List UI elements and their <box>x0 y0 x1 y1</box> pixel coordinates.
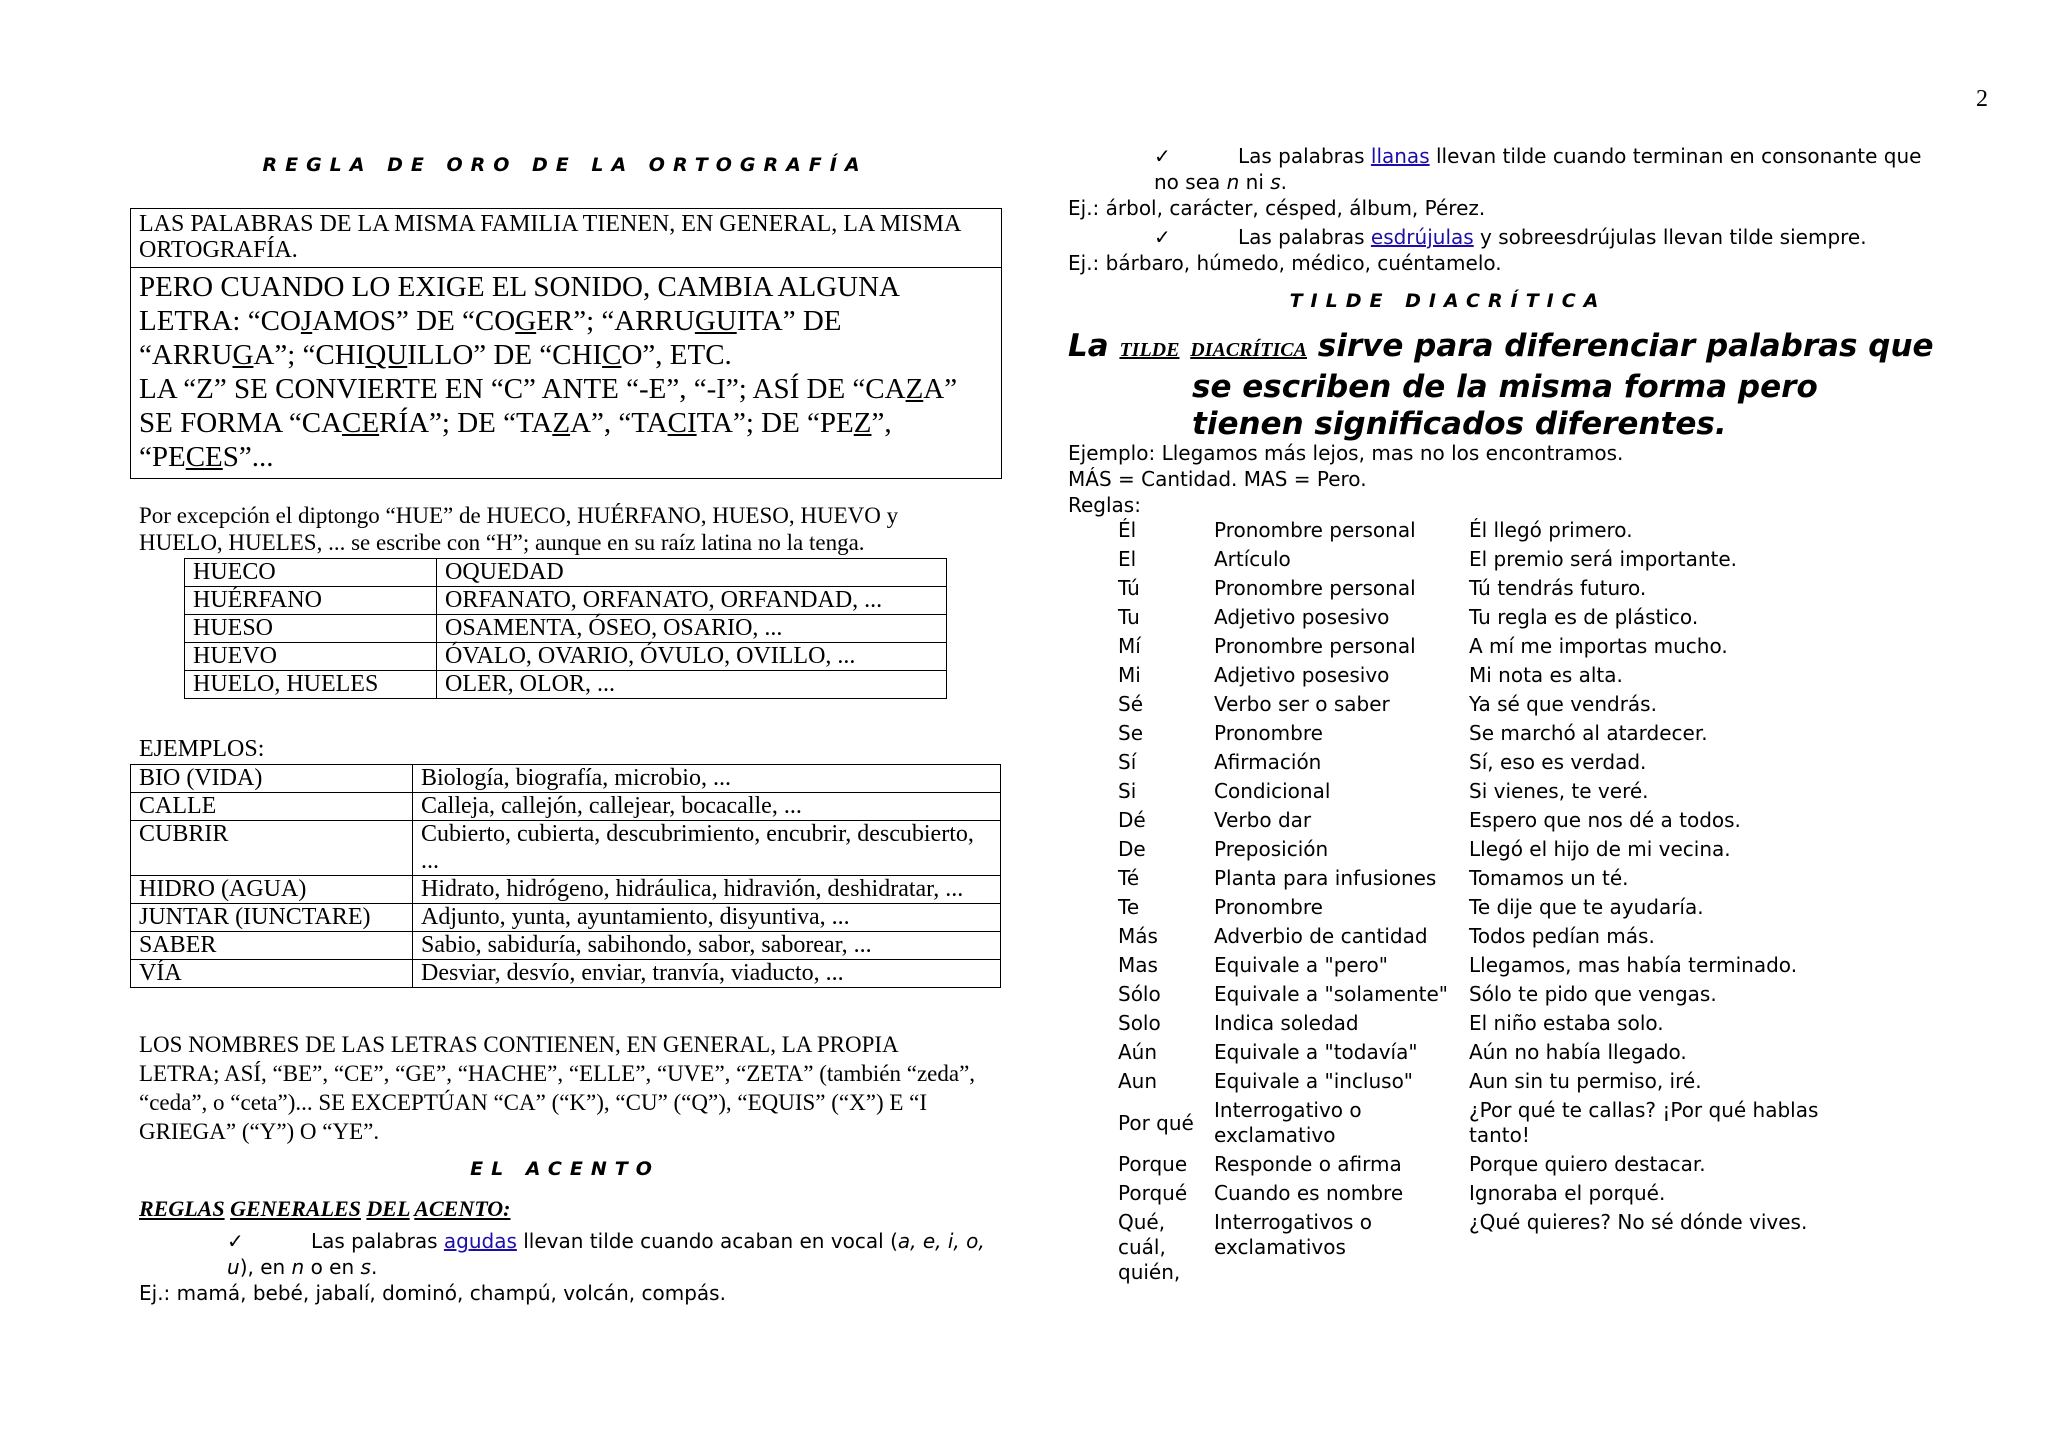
hue-row-cell: ORFANATO, ORFANATO, ORFANDAD, ... <box>437 587 947 615</box>
tilde-rule-row-cell: ¿Por qué te callas? ¡Por qué hablas tanto! <box>1469 1098 1819 1147</box>
tilde-rule-row-cell: Ignoraba el porqué. <box>1469 1181 1666 1205</box>
tilde-rule-row <box>1118 661 1829 690</box>
tilde-rule-row-cell: Si <box>1118 779 1137 803</box>
tilde-rule-row <box>1118 1096 1829 1150</box>
hue-row-cell: HUESO <box>185 615 437 643</box>
tilde-rule-row-cell: El <box>1118 547 1137 571</box>
ejemplo-row-cell: Desviar, desvío, enviar, tranvía, viaducto, ... <box>413 960 1001 988</box>
tilde-rule-row-cell: Verbo dar <box>1214 808 1312 832</box>
tilde-rule-row <box>1118 545 1829 574</box>
tilde-rule-row-cell: Se marchó al atardecer. <box>1469 721 1708 745</box>
heading-tilde-diacritica: TILDE DIACRÍTICA <box>1289 290 1607 312</box>
hue-row <box>185 559 947 587</box>
rule-box-line3: LA “Z” SE CONVIERTE EN “C” ANTE “-E”, “-I”; ASÍ DE “CAZA” SE FORMA “CACERÍA”; DE “TAZA”, “TACITA”; DE “PEZ”, “PECES”... <box>139 373 958 473</box>
tilde-rule-row-cell: Adjetivo posesivo <box>1214 663 1390 687</box>
tilde-rule-row <box>1118 574 1829 603</box>
tilde-rule-row-cell: Pronombre personal <box>1214 518 1416 542</box>
tilde-rule-row <box>1118 603 1829 632</box>
tilde-rule-row-cell: Aún <box>1118 1040 1158 1064</box>
checkmark-icon: ✓ <box>1154 144 1171 168</box>
tilde-rule-row-cell: Espero que nos dé a todos. <box>1469 808 1741 832</box>
ejemplo-row <box>131 932 1001 960</box>
hue-row <box>185 587 947 615</box>
hue-row <box>185 615 947 643</box>
tilde-rule-row <box>1118 1179 1829 1208</box>
tilde-rule-row <box>1118 1067 1829 1096</box>
checkmark-icon: ✓ <box>1154 225 1171 249</box>
rule-box-line1: LAS PALABRAS DE LA MISMA FAMILIA TIENEN, EN GENERAL, LA MISMA ORTOGRAFÍA. <box>131 209 1001 268</box>
checkmark-icon: ✓ <box>227 1229 244 1253</box>
tilde-rule-row <box>1118 1009 1829 1038</box>
esdrujulas-rule: ✓ Las palabras esdrújulas y sobreesdrújulas llevan tilde siempre. <box>1154 225 1867 249</box>
tilde-rule-row-cell: Afirmación <box>1214 750 1322 774</box>
tilde-rule-row-cell: Si vienes, te veré. <box>1469 779 1649 803</box>
tilde-rule-row-cell: Más <box>1118 924 1158 948</box>
hue-row-cell: OQUEDAD <box>437 559 947 587</box>
hue-row-cell: HUELO, HUELES <box>185 671 437 699</box>
ejemplos-label: EJEMPLOS: <box>139 736 265 762</box>
tilde-rule-row-cell: Mí <box>1118 634 1141 658</box>
tilde-rule-row-cell: Llegó el hijo de mi vecina. <box>1469 837 1731 861</box>
tilde-rule-row-cell: Él llegó primero. <box>1469 518 1633 542</box>
tilde-rule-row-cell: Tomamos un té. <box>1469 866 1629 890</box>
tilde-rule-row <box>1118 516 1829 545</box>
tilde-rule-row <box>1118 922 1829 951</box>
tilde-rule-row-cell: Todos pedían más. <box>1469 924 1655 948</box>
tilde-rule-row-cell: Solo <box>1118 1011 1161 1035</box>
tilde-rule-row-cell: Interrogativo o exclamativo <box>1214 1098 1362 1147</box>
tilde-rule-row <box>1118 1038 1829 1067</box>
tilde-rule-row-cell: Porque quiero destacar. <box>1469 1152 1706 1176</box>
reglas-generales-heading: REGLAS GENERALES DEL ACENTO: <box>139 1196 511 1221</box>
tilde-rule-row <box>1118 806 1829 835</box>
tilde-rule-row-cell: Por qué <box>1118 1110 1194 1135</box>
tilde-rule-row-cell: Indica soledad <box>1214 1011 1359 1035</box>
tilde-rule-row-cell: Sí, eso es verdad. <box>1469 750 1647 774</box>
hue-row-cell: HUEVO <box>185 643 437 671</box>
letras-text: LOS NOMBRES DE LAS LETRAS CONTIENEN, EN GENERAL, LA PROPIA LETRA; ASÍ, “BE”, “CE”, “GE”, “HACHE”, “ELLE”, “UVE”, “ZETA” (también “zeda”, “ceda”, o “ceta”)... SE EXCEPTÚAN “CA” (“K”), “CU” (“Q”), “EQUIS” (“X”) E “I GRIEGA” (“Y”) O “YE”. <box>139 1032 976 1144</box>
tilde-rule-row-cell: Equivale a "todavía" <box>1214 1040 1418 1064</box>
tilde-rule-row-cell: Qué, cuál, quién, <box>1118 1210 1181 1284</box>
tilde-rule-row <box>1118 690 1829 719</box>
tilde-rule-row-cell: Pronombre <box>1214 721 1323 745</box>
ejemplo-line: Ejemplo: Llegamos más lejos, mas no los encontramos. <box>1068 441 1624 465</box>
tilde-rule-row-cell: Tú tendrás futuro. <box>1469 576 1647 600</box>
tilde-rule-row-cell: Tu <box>1118 605 1140 629</box>
tilde-rule-row-cell: Planta para infusiones <box>1214 866 1437 890</box>
tilde-rule-row <box>1118 1208 1829 1287</box>
esdrujulas-examples: Ej.: bárbaro, húmedo, médico, cuéntamelo. <box>1068 251 1502 275</box>
tilde-rule-row-cell: Aun <box>1118 1069 1158 1093</box>
agudas-examples: Ej.: mamá, bebé, jabalí, dominó, champú, volcán, compás. <box>139 1281 726 1305</box>
ejemplo-row <box>131 904 1001 932</box>
tilde-rule-row-cell: Te dije que te ayudaría. <box>1469 895 1704 919</box>
ejemplo-row-cell: JUNTAR (IUNCTARE) <box>131 904 413 932</box>
ejemplo-row <box>131 960 1001 988</box>
tilde-rule-row-cell: Mi nota es alta. <box>1469 663 1623 687</box>
tilde-rule-row-cell: Cuando es nombre <box>1214 1181 1404 1205</box>
hue-table <box>184 558 947 699</box>
ejemplo-row-cell: VÍA <box>131 960 413 988</box>
tilde-rule-row-cell: Sé <box>1118 692 1143 716</box>
tilde-rule-row-cell: Equivale a "pero" <box>1214 953 1388 977</box>
tilde-rule-row-cell: Mas <box>1118 953 1158 977</box>
tilde-rule-row-cell: Él <box>1118 518 1137 542</box>
tilde-rules-table <box>1118 516 1829 1287</box>
hue-row-cell: OSAMENTA, ÓSEO, OSARIO, ... <box>437 615 947 643</box>
tilde-rule-row-cell: El premio será importante. <box>1469 547 1737 571</box>
ejemplo-row-cell: Sabio, sabiduría, sabihondo, sabor, saborear, ... <box>413 932 1001 960</box>
tilde-rule-row-cell: Sí <box>1118 750 1137 774</box>
tilde-rule-row-cell: Condicional <box>1214 779 1331 803</box>
ejemplo-row-cell: Biología, biografía, microbio, ... <box>413 765 1001 793</box>
ejemplo-row-cell: HIDRO (AGUA) <box>131 876 413 904</box>
tilde-rule-row <box>1118 835 1829 864</box>
tilde-rule-row-cell: Equivale a "incluso" <box>1214 1069 1414 1093</box>
tilde-rule-row-cell: A mí me importas mucho. <box>1469 634 1728 658</box>
exception-text: Por excepción el diptongo “HUE” de HUECO, HUÉRFANO, HUESO, HUEVO y HUELO, HUELES, ... se escribe con “H”; aunque en su raíz latina no la tenga. <box>139 503 899 555</box>
tilde-rule-row-cell: Preposición <box>1214 837 1329 861</box>
tilde-rule-row-cell: Tu regla es de plástico. <box>1469 605 1699 629</box>
tilde-rule-row-cell: Mi <box>1118 663 1141 687</box>
link-llanas[interactable]: llanas <box>1370 144 1430 168</box>
llanas-rule: ✓ Las palabras llanas llevan tilde cuando terminan en consonante que no sea n ni s. <box>1154 144 1922 194</box>
tilde-rule-row-cell: Interrogativos o exclamativos <box>1214 1210 1373 1259</box>
tilde-rule-row-cell: Aún no había llegado. <box>1469 1040 1687 1064</box>
ejemplo-row <box>131 821 1001 876</box>
tilde-rule-row-cell: Artículo <box>1214 547 1291 571</box>
hue-row-cell: OLER, OLOR, ... <box>437 671 947 699</box>
tilde-rule-row-cell: Ya sé que vendrás. <box>1469 692 1657 716</box>
tilde-rule-row-cell: Llegamos, mas había terminado. <box>1469 953 1798 977</box>
hue-row-cell: ÓVALO, OVARIO, ÓVULO, OVILLO, ... <box>437 643 947 671</box>
tilde-rule-row-cell: Se <box>1118 721 1143 745</box>
tilde-rule-row-cell: Dé <box>1118 808 1146 832</box>
tilde-rule-row-cell: Porqué <box>1118 1181 1188 1205</box>
tilde-rule-row <box>1118 632 1829 661</box>
tilde-rule-row <box>1118 980 1829 1009</box>
tilde-rule-row <box>1118 1150 1829 1179</box>
tilde-rule-row-cell: Pronombre personal <box>1214 634 1416 658</box>
tilde-rule-row-cell: Tú <box>1118 576 1140 600</box>
tilde-rule-row-cell: Porque <box>1118 1152 1188 1176</box>
tilde-rule-row-cell: Adverbio de cantidad <box>1214 924 1428 948</box>
tilde-rule-row-cell: Sólo <box>1118 982 1161 1006</box>
tilde-rule-row <box>1118 864 1829 893</box>
tilde-rule-row-cell: De <box>1118 837 1146 861</box>
ejemplo-row <box>131 876 1001 904</box>
tilde-statement: La TILDE DIACRÍTICA sirve para diferenciar palabras que se escriben de la misma forma pero tienen significados diferentes. <box>1068 328 1934 442</box>
link-esdrujulas[interactable]: esdrújulas <box>1370 225 1474 249</box>
ejemplo-row-cell: BIO (VIDA) <box>131 765 413 793</box>
tilde-rule-row-cell: Equivale a "solamente" <box>1214 982 1448 1006</box>
tilde-rule-row-cell: Sólo te pido que vengas. <box>1469 982 1717 1006</box>
agudas-rule: ✓ Las palabras agudas llevan tilde cuando acaban en vocal (a, e, i, o, u), en n o en s. <box>227 1229 985 1279</box>
tilde-rule-row-cell: Te <box>1118 895 1140 919</box>
llanas-examples: Ej.: árbol, carácter, césped, álbum, Pérez. <box>1068 196 1486 220</box>
hue-row-cell: HUÉRFANO <box>185 587 437 615</box>
ejemplo-row-cell: Calleja, callejón, callejear, bocacalle, ... <box>413 793 1001 821</box>
ejemplo-row-cell: SABER <box>131 932 413 960</box>
heading-regla-oro: REGLA DE ORO DE LA ORTOGRAFÍA <box>262 154 868 176</box>
ejemplo-row-cell: Hidrato, hidrógeno, hidráulica, hidravión, deshidratar, ... <box>413 876 1001 904</box>
page-number: 2 <box>1976 86 1988 112</box>
ejemplo-row-cell: Cubierto, cubierta, descubrimiento, encubrir, descubierto, ... <box>413 821 1001 876</box>
ejemplo-row-cell: CUBRIR <box>131 821 413 876</box>
hue-row <box>185 643 947 671</box>
tilde-rule-row-cell: Pronombre <box>1214 895 1323 919</box>
tilde-rule-row-cell: Verbo ser o saber <box>1214 692 1390 716</box>
tilde-rule-row-cell: ¿Qué quieres? No sé dónde vives. <box>1469 1210 1808 1234</box>
tilde-rule-row-cell: Aun sin tu permiso, iré. <box>1469 1069 1702 1093</box>
tilde-rule-row-cell: Responde o afirma <box>1214 1152 1402 1176</box>
rule-box <box>130 208 1002 479</box>
ejemplo-row-cell: CALLE <box>131 793 413 821</box>
tilde-rule-row <box>1118 951 1829 980</box>
tilde-rule-row <box>1118 893 1829 922</box>
heading-acento: EL ACENTO <box>470 1158 660 1180</box>
ejemplos-table <box>130 764 1001 988</box>
tilde-rule-row <box>1118 748 1829 777</box>
tilde-rule-row-cell: Té <box>1118 866 1140 890</box>
mas-line: MÁS = Cantidad. MAS = Pero. <box>1068 467 1367 491</box>
rule-box-line2: PERO CUANDO LO EXIGE EL SONIDO, CAMBIA ALGUNA LETRA: “COJAMOS” DE “COGER”; “ARRUGUITA” DE “ARRUGA”; “CHIQUILLO” DE “CHICO”, ETC. <box>139 271 899 371</box>
tilde-rule-row-cell: El niño estaba solo. <box>1469 1011 1664 1035</box>
tilde-rule-row <box>1118 777 1829 806</box>
tilde-rule-row-cell: Adjetivo posesivo <box>1214 605 1390 629</box>
reglas-label: Reglas: <box>1068 493 1141 517</box>
hue-row-cell: HUECO <box>185 559 437 587</box>
ejemplo-row-cell: Adjunto, yunta, ayuntamiento, disyuntiva, ... <box>413 904 1001 932</box>
link-agudas[interactable]: agudas <box>443 1229 517 1253</box>
tilde-rule-row <box>1118 719 1829 748</box>
hue-row <box>185 671 947 699</box>
tilde-rule-row-cell: Pronombre personal <box>1214 576 1416 600</box>
rule-box-body <box>131 268 1001 478</box>
ejemplo-row <box>131 793 1001 821</box>
ejemplo-row <box>131 765 1001 793</box>
